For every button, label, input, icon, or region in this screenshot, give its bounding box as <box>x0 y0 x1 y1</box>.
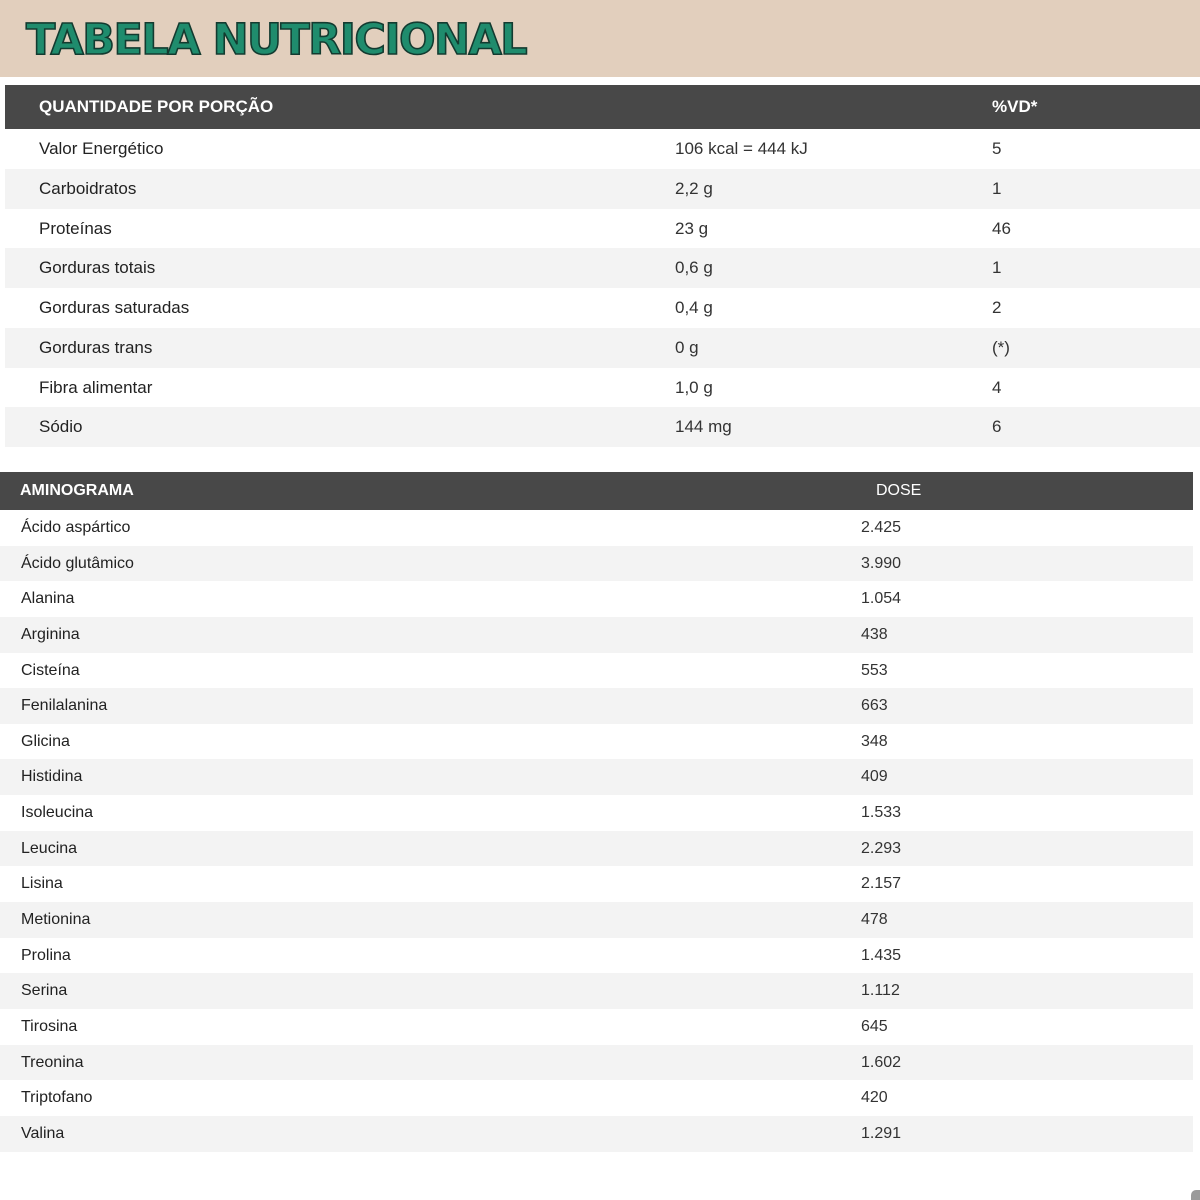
table-row <box>5 288 1200 328</box>
table-row <box>5 328 1200 368</box>
nutrition-table <box>5 85 1200 447</box>
table-row <box>0 973 1193 1009</box>
nutrient-amount: 1,0 g <box>675 377 713 397</box>
table-row <box>0 546 1193 582</box>
table-row <box>0 759 1193 795</box>
table-row <box>0 617 1193 653</box>
table-row <box>0 938 1193 974</box>
nutrient-name: Gorduras trans <box>39 337 153 357</box>
table-row <box>5 129 1200 169</box>
amino-acid-name: Metionina <box>21 911 91 929</box>
amino-acid-name: Alanina <box>21 590 75 608</box>
amino-acid-name: Fenilalanina <box>21 697 108 715</box>
amino-acid-dose: 348 <box>861 732 888 750</box>
amino-acid-name: Histidina <box>21 768 83 786</box>
nutrition-table-body <box>5 129 1200 447</box>
amino-acid-dose: 1.435 <box>861 946 902 964</box>
amino-acid-dose: 1.054 <box>861 590 902 608</box>
header-aminogram: AMINOGRAMA <box>20 482 134 499</box>
header-serving-amount: QUANTIDADE POR PORÇÃO <box>39 97 274 116</box>
amino-acid-name: Valina <box>21 1124 65 1142</box>
nutrient-daily-value: 5 <box>992 139 1002 158</box>
amino-acid-dose: 420 <box>861 1089 888 1107</box>
nutrient-amount: 0,6 g <box>675 258 713 278</box>
amino-acid-dose: 553 <box>861 661 888 679</box>
amino-acid-dose: 2.157 <box>861 875 902 893</box>
amino-acid-name: Glicina <box>21 732 70 750</box>
nutrition-table-header <box>5 85 1200 129</box>
nutrient-daily-value: 1 <box>992 258 1002 278</box>
amino-acid-name: Ácido glutâmico <box>21 554 134 572</box>
table-row <box>0 831 1193 867</box>
amino-acid-name: Isoleucina <box>21 804 94 822</box>
nutrient-amount: 23 g <box>675 218 709 238</box>
header-dose: DOSE <box>876 482 922 499</box>
amino-acid-dose: 645 <box>861 1017 888 1035</box>
table-row <box>0 581 1193 617</box>
amino-acid-name: Lisina <box>21 875 63 893</box>
nutrient-name: Fibra alimentar <box>39 377 153 397</box>
nutrient-daily-value: 1 <box>992 178 1002 198</box>
amino-acid-name: Prolina <box>21 946 71 964</box>
title-banner <box>0 0 1200 77</box>
amino-acid-dose: 1.602 <box>861 1053 902 1071</box>
nutrient-amount: 144 mg <box>675 417 732 437</box>
table-row <box>0 724 1193 760</box>
nutrient-name: Gorduras saturadas <box>39 298 190 317</box>
amino-acid-dose: 478 <box>861 911 888 929</box>
nutrient-name: Sódio <box>39 417 83 437</box>
amino-acid-dose: 2.425 <box>861 519 902 536</box>
amino-acid-dose: 1.112 <box>861 982 900 1000</box>
nutrient-name: Proteínas <box>39 218 112 238</box>
amino-acid-dose: 2.293 <box>861 839 902 857</box>
amino-acid-name: Serina <box>21 982 68 1000</box>
banner-divider <box>0 77 1200 85</box>
table-row <box>0 1045 1193 1081</box>
table-row <box>0 902 1193 938</box>
aminogram-table-body <box>0 510 1193 1152</box>
table-row <box>0 1009 1193 1045</box>
table-row <box>0 510 1193 546</box>
nutrient-daily-value: (*) <box>992 337 1010 357</box>
amino-acid-dose: 3.990 <box>861 554 902 572</box>
nutrient-name: Gorduras totais <box>39 258 156 278</box>
table-row <box>0 866 1193 902</box>
nutrient-name: Valor Energético <box>39 139 164 158</box>
amino-acid-name: Treonina <box>21 1053 84 1071</box>
amino-acid-name: Ácido aspártico <box>21 519 131 536</box>
nutrient-daily-value: 6 <box>992 417 1002 437</box>
aminogram-table <box>0 472 1193 1152</box>
corner-mark <box>1191 1190 1200 1200</box>
header-daily-value: %VD* <box>992 97 1038 116</box>
amino-acid-dose: 409 <box>861 768 888 786</box>
table-row <box>5 407 1200 447</box>
page-title: TABELA NUTRICIONAL <box>26 15 527 65</box>
nutrient-daily-value: 4 <box>992 377 1002 397</box>
amino-acid-name: Leucina <box>21 839 78 857</box>
amino-acid-dose: 1.533 <box>861 804 902 822</box>
nutrient-amount: 2,2 g <box>675 178 713 198</box>
nutrient-amount: 106 kcal = 444 kJ <box>675 139 808 158</box>
amino-acid-dose: 663 <box>861 697 888 715</box>
amino-acid-name: Arginina <box>21 625 80 643</box>
nutrient-daily-value: 2 <box>992 298 1002 317</box>
table-row <box>5 169 1200 209</box>
amino-acid-dose: 438 <box>861 625 888 643</box>
nutrient-amount: 0,4 g <box>675 298 713 317</box>
nutrient-amount: 0 g <box>675 337 699 357</box>
table-row <box>5 248 1200 288</box>
table-row <box>0 653 1193 689</box>
amino-acid-name: Cisteína <box>21 661 80 679</box>
amino-acid-dose: 1.291 <box>861 1124 902 1142</box>
table-row <box>0 688 1193 724</box>
table-row <box>0 795 1193 831</box>
nutrient-name: Carboidratos <box>39 178 137 198</box>
table-row <box>5 368 1200 408</box>
table-row <box>0 1116 1193 1152</box>
nutrient-daily-value: 46 <box>992 218 1011 238</box>
table-row <box>0 1080 1193 1116</box>
aminogram-table-header <box>0 472 1193 510</box>
table-row <box>5 209 1200 249</box>
amino-acid-name: Tirosina <box>21 1017 78 1035</box>
amino-acid-name: Triptofano <box>21 1089 93 1107</box>
